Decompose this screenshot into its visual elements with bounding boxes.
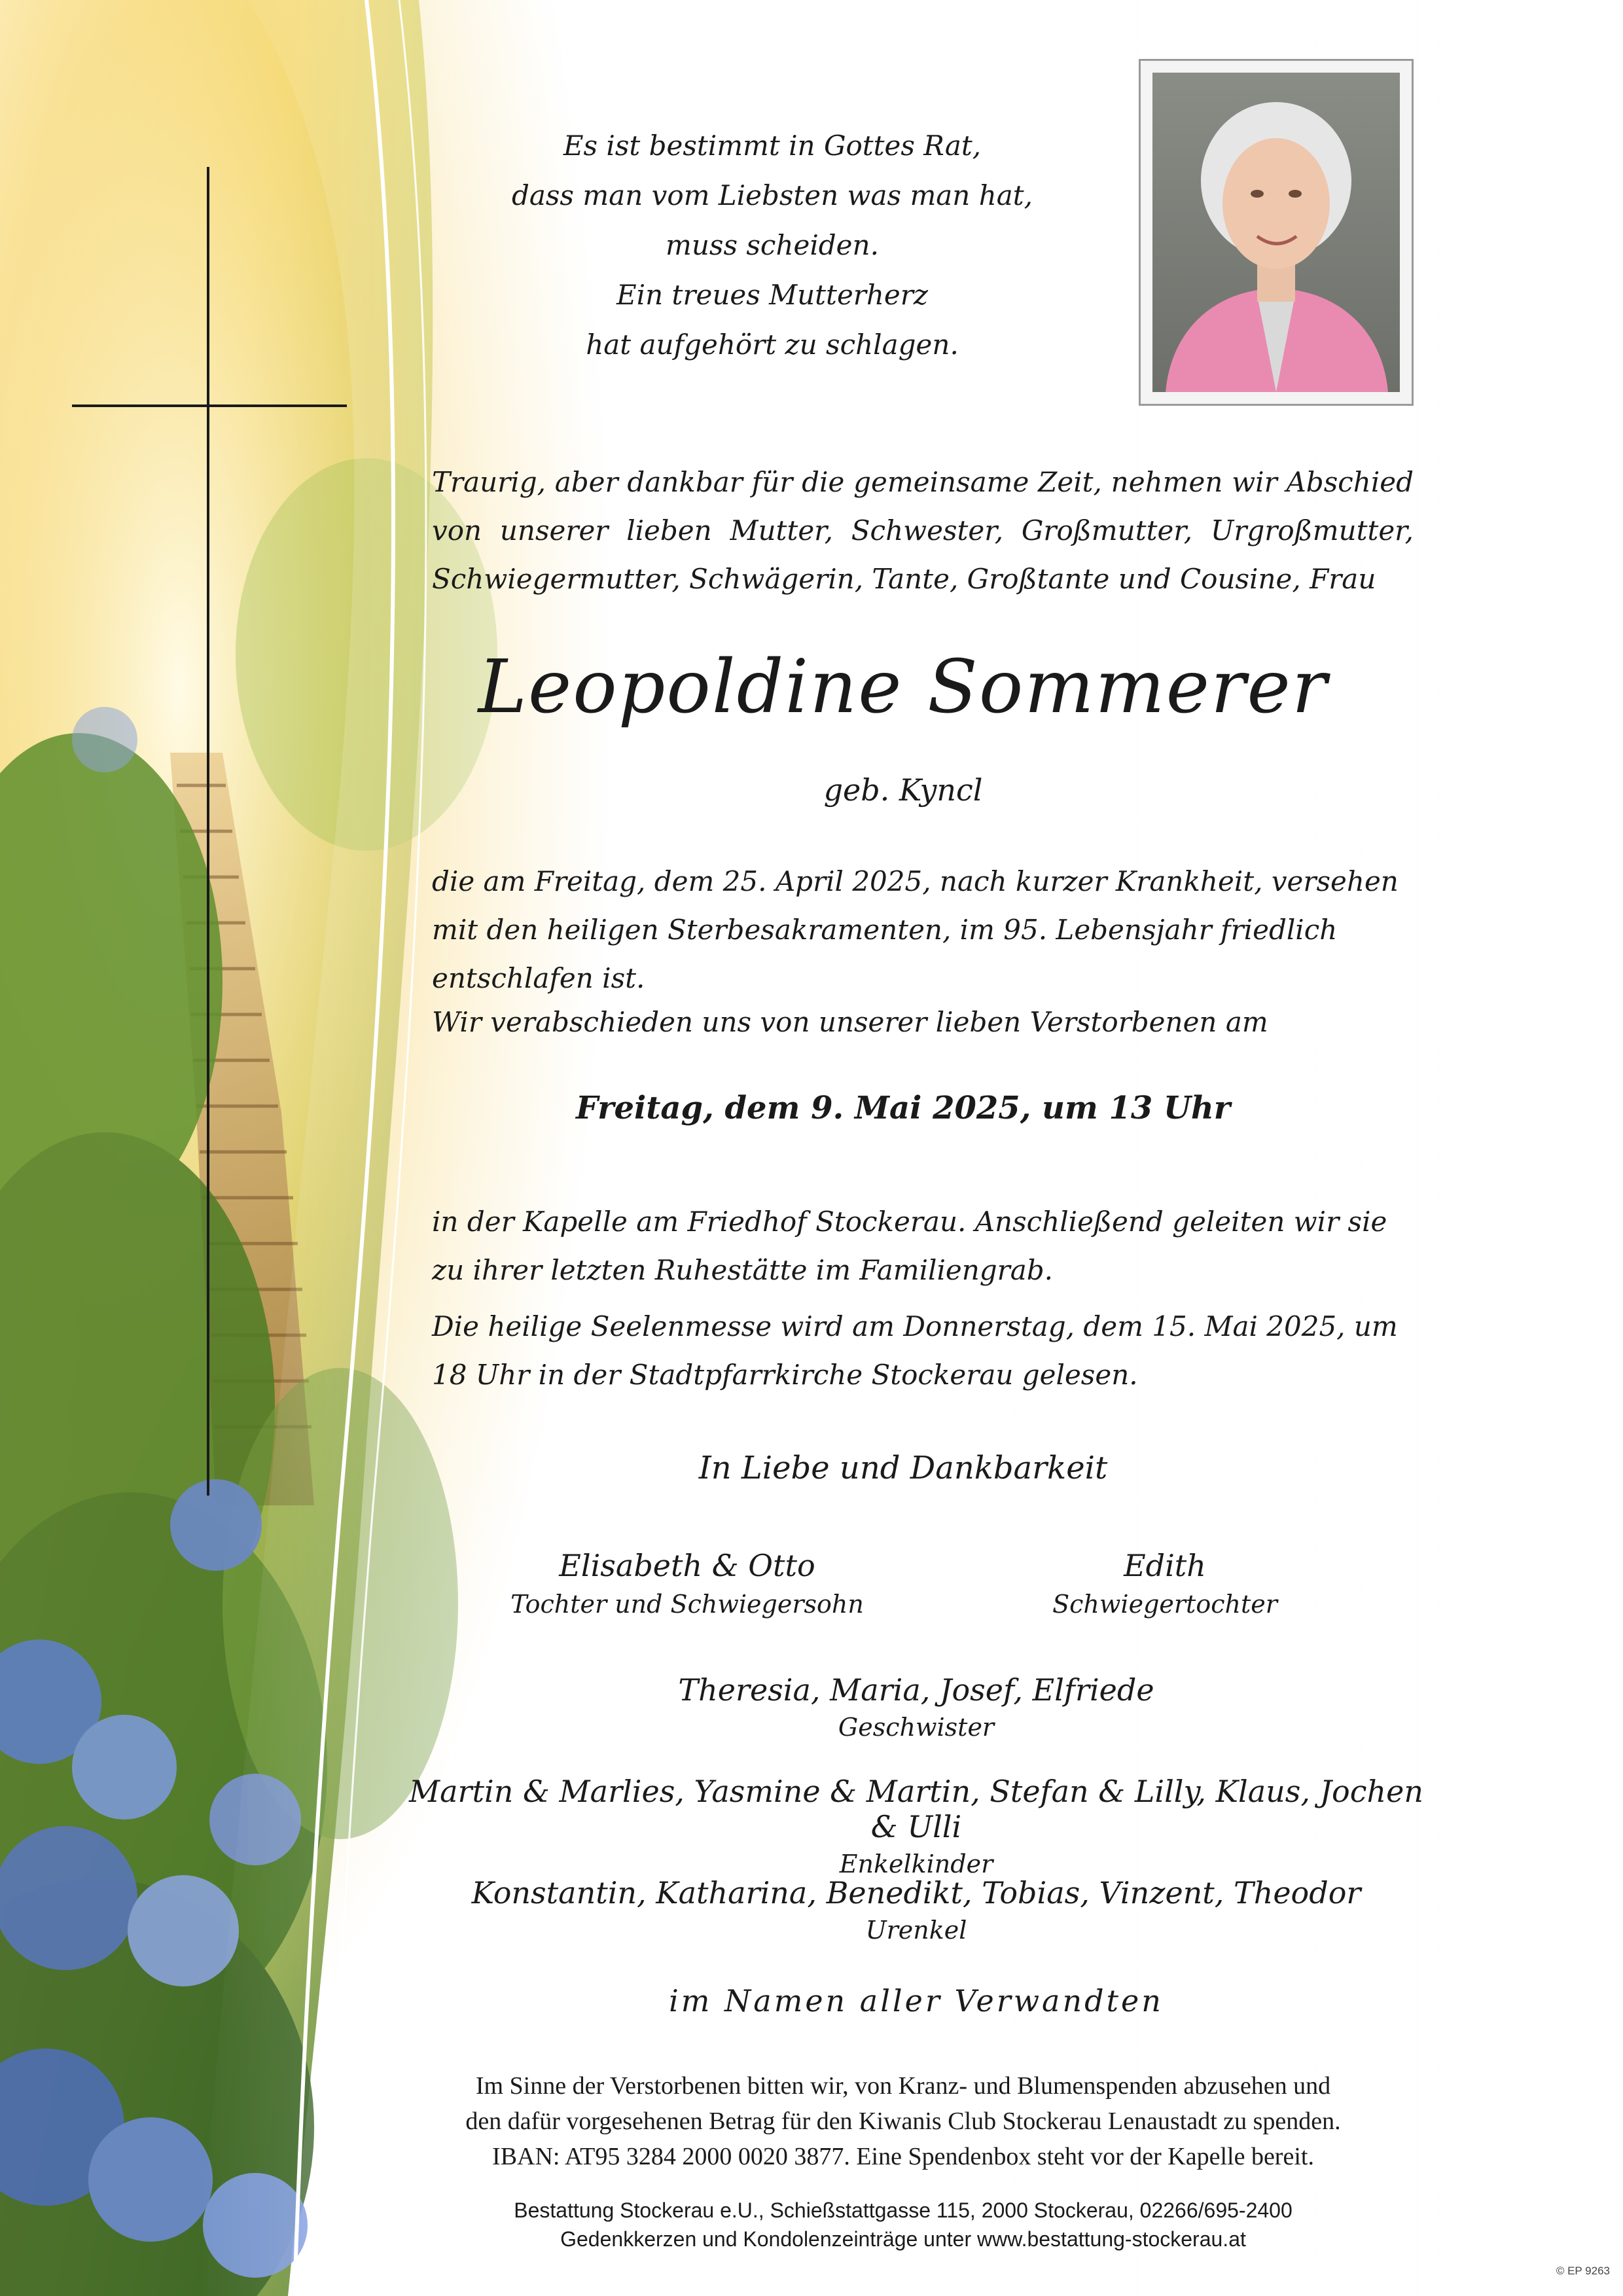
donation-line: den dafür vorgesehenen Betrag für den Kiwanis Club Stockerau Lenaustadt zu spenden. (465, 2108, 1341, 2135)
all-relatives: im Namen aller Verwandten (669, 1983, 1164, 2018)
donation-request (393, 2068, 1414, 2174)
mourner-relation: Urenkel (865, 1916, 967, 1945)
maiden-name: geb. Kyncl (823, 772, 983, 808)
donation-line: IBAN: AT95 3284 2000 0020 3877. Eine Spendenbox steht vor der Kapelle bereit. (492, 2143, 1314, 2170)
memorial-mass: Die heilige Seelenmesse wird am Donnerstag, dem 15. Mai 2025, um 18 Uhr in der Stadtpfarrkirche Stockerau gelesen. (432, 1310, 1398, 1391)
quote-line: Ein treues Mutterherz (616, 279, 928, 311)
mourner-block-grandchildren (393, 1774, 1440, 1878)
quote-line: Es ist bestimmt in Gottes Rat, (563, 130, 982, 162)
farewell-date: Freitag, dem 9. Mai 2025, um 13 Uhr (575, 1090, 1231, 1126)
undertaker-footer (393, 2196, 1414, 2253)
mourner-relation: Geschwister (838, 1713, 995, 1742)
memorial-quote (497, 121, 1047, 370)
mourner-block-siblings (393, 1672, 1440, 1742)
quote-line: hat aufgehört zu schlagen. (586, 329, 959, 361)
mourner-name: Konstantin, Katharina, Benedikt, Tobias, Vinzent, Theodor (471, 1875, 1361, 1910)
mourner-block-daughter (458, 1548, 916, 1619)
death-notice: die am Freitag, dem 25. April 2025, nach kurzer Krankheit, versehen mit den heiligen Sterbesakramenten, im 95. Lebensjahr friedlich entschlafen ist. (432, 865, 1399, 994)
mourner-name: Elisabeth & Otto (559, 1548, 815, 1583)
cross-icon (72, 167, 347, 1496)
mourner-block-great-grandchildren (393, 1875, 1440, 1945)
mourner-name: Martin & Marlies, Yasmine & Martin, Stefan & Lilly, Klaus, Jochen & Ulli (409, 1774, 1423, 1844)
mourner-name: Edith (1124, 1548, 1206, 1583)
closing-line: In Liebe und Dankbarkeit (698, 1450, 1108, 1486)
donation-line: Im Sinne der Verstorbenen bitten wir, von Kranz- und Blumenspenden abzusehen und (475, 2072, 1331, 2100)
farewell-intro: Wir verabschieden uns von unserer lieben Verstorbenen am (432, 1006, 1268, 1038)
print-code: © EP 9263 (1556, 2265, 1610, 2277)
deceased-name: Leopoldine Sommerer (478, 645, 1329, 730)
mourner-relation: Enkelkinder (839, 1850, 993, 1878)
portrait-photo (1152, 73, 1400, 392)
mourner-block-daughter-in-law (982, 1548, 1348, 1619)
portrait-frame (1139, 59, 1414, 406)
farewell-place: in der Kapelle am Friedhof Stockerau. Anschließend geleiten wir sie zu ihrer letzten Ruhestätte im Familiengrab. (432, 1206, 1387, 1286)
mourner-relation: Schwiegertochter (1052, 1590, 1277, 1619)
undertaker-address: Bestattung Stockerau e.U., Schießstattgasse 115, 2000 Stockerau, 02266/695-2400 (514, 2198, 1293, 2222)
quote-line: dass man vom Liebsten was man hat, (511, 179, 1033, 211)
undertaker-website: Gedenkkerzen und Kondolenzeinträge unter www.bestattung-stockerau.at (560, 2227, 1246, 2251)
quote-line: muss scheiden. (666, 229, 879, 261)
intro-paragraph: Traurig, aber dankbar für die gemeinsame Zeit, nehmen wir Abschied von unserer lieben Mutter, Schwester, Großmutter, Urgroßmutter, Schwiegermutter, Schwägerin, Tante, Großtante und Cousine, Frau (432, 466, 1414, 595)
mourner-name: Theresia, Maria, Josef, Elfriede (678, 1672, 1154, 1708)
mourner-relation: Tochter und Schwiegersohn (510, 1590, 864, 1619)
